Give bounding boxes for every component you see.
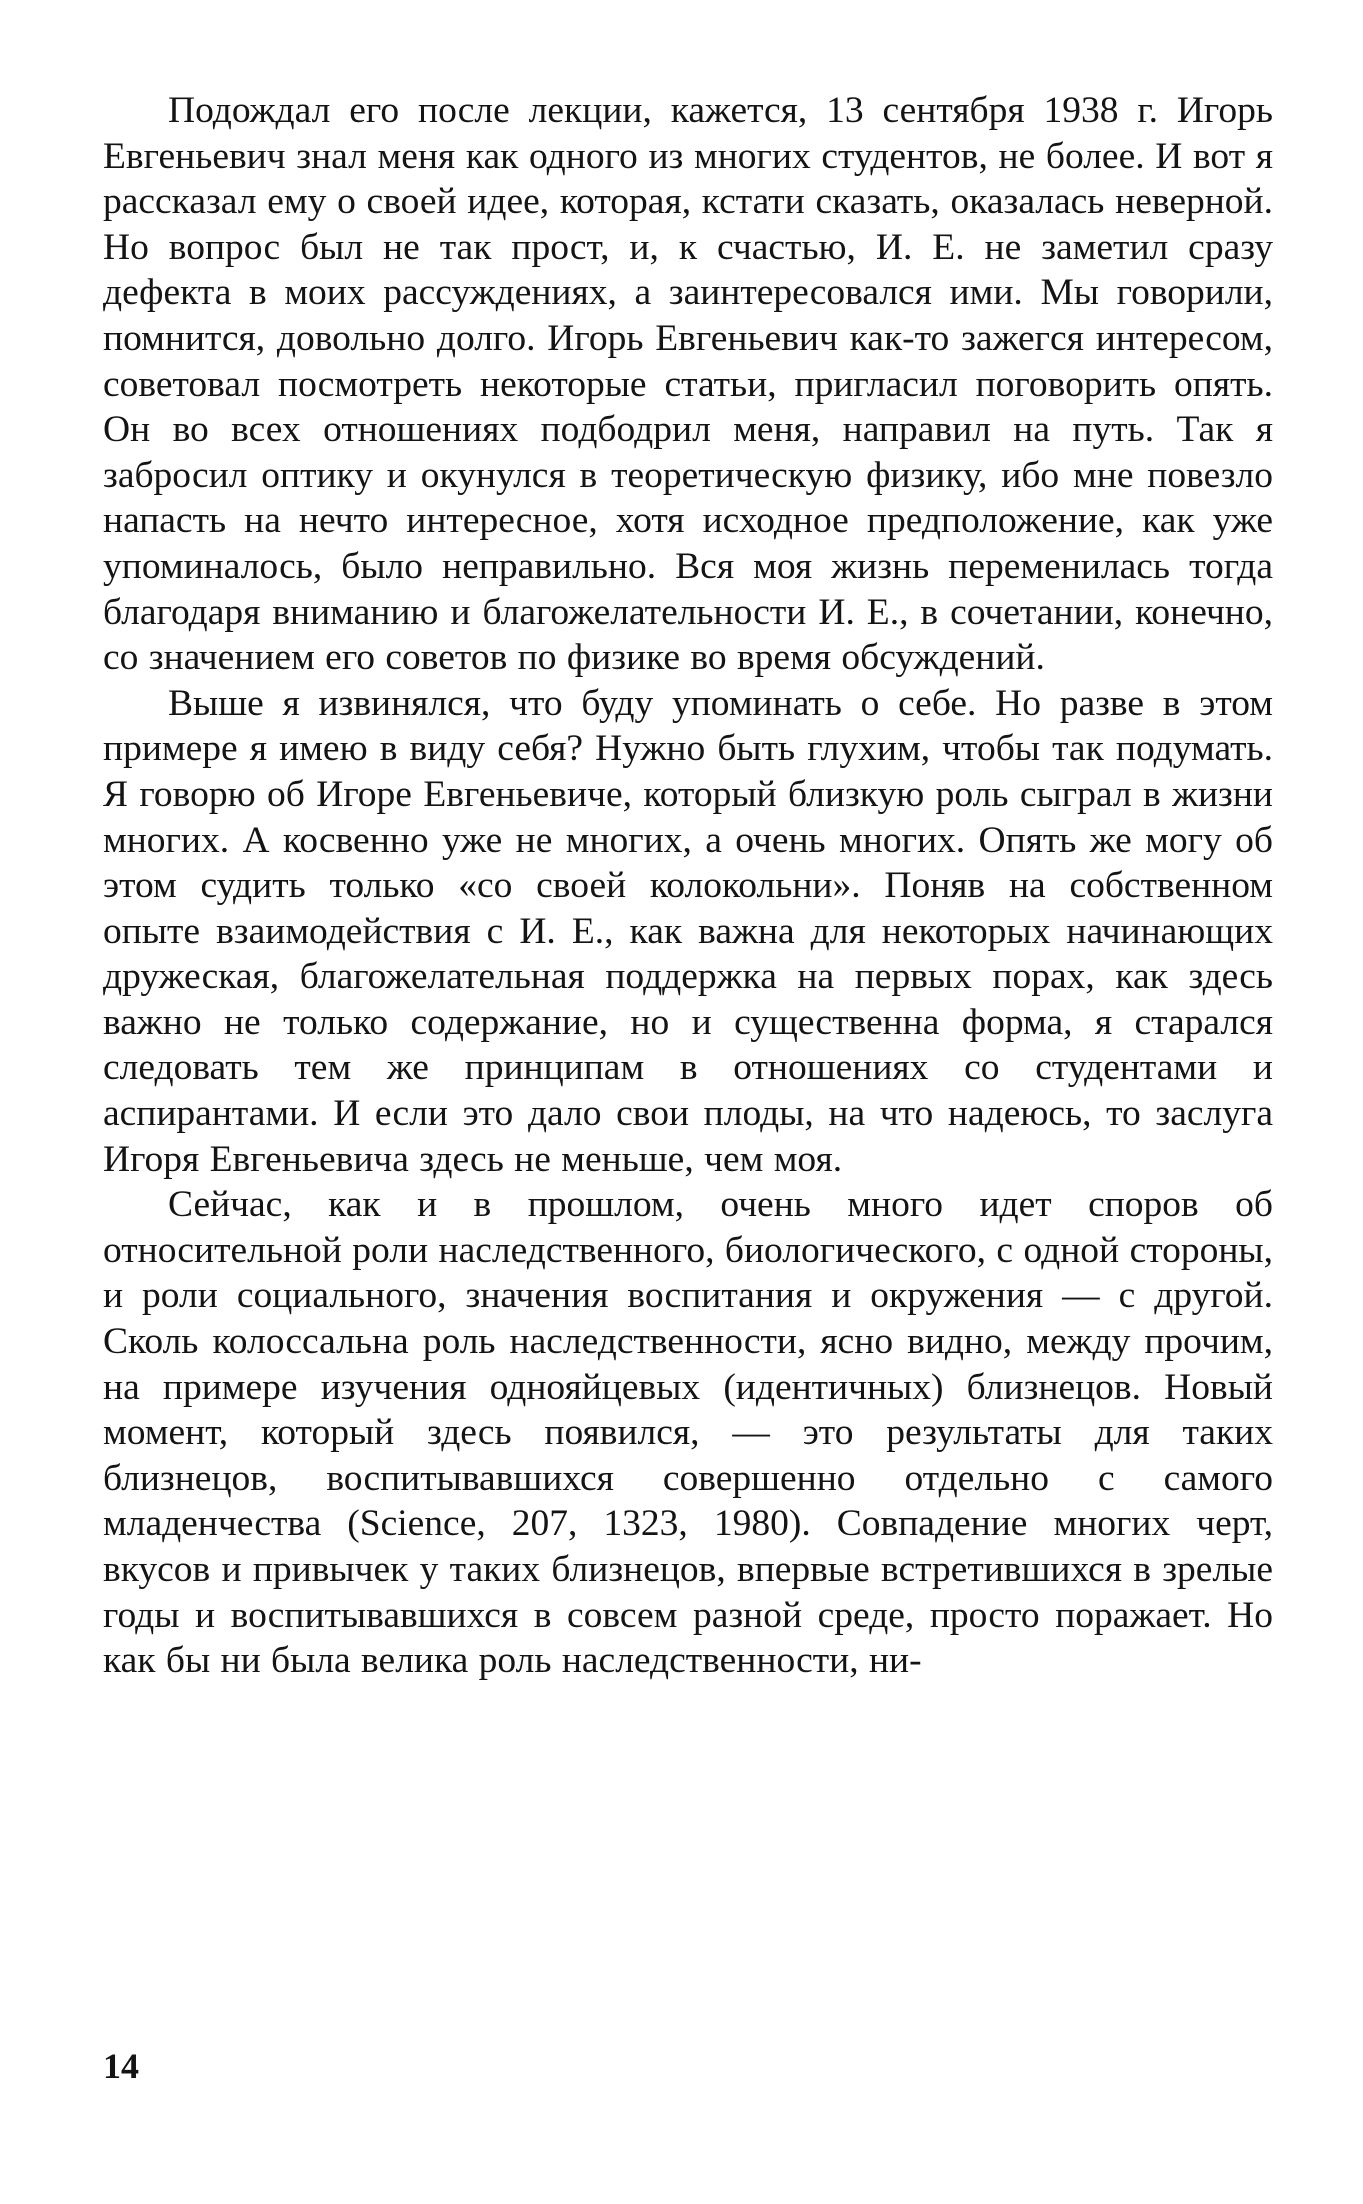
paragraph-3: Сейчас, как и в прошлом, очень много идет споров об относительной роли наследственного, биологического, с одной стороны, и роли социального, значения воспитания и окружения — с другой. Сколь колоссальна роль наследственности, ясно видно, между прочим, на примере изучения однояйцевых (идентичных) близнецов. Новый момент, который здесь появился, — это результаты для таких близнецов, воспитывавшихся совершенно отдельно с самого младенчества (Science, 207, 1323, 1980). Совпадение многих черт, вкусов и привычек у таких близнецов, впервые встретившихся в зрелые годы и воспитывавшихся в совсем разной среде, просто поражает. Но как бы ни была велика роль наследственности, ни- (103, 1184, 1273, 1682)
page-body (103, 88, 1273, 1684)
paragraph-1: Подождал его после лекции, кажется, 13 сентября 1938 г. Игорь Евгеньевич знал меня как одного из многих студентов, не более. И вот я рассказал ему о своей идее, которая, кстати сказать, оказалась неверной. Но вопрос был не так прост, и, к счастью, И. Е. не заметил сразу дефекта в моих рассуждениях, а заинтересовался ими. Мы говорили, помнится, довольно долго. Игорь Евгеньевич как-то зажегся интересом, советовал посмотреть некоторые статьи, пригласил поговорить опять. Он во всех отношениях подбодрил меня, направил на путь. Так я забросил оптику и окунулся в теоретическую физику, ибо мне повезло напасть на нечто интересное, хотя исходное предположение, как уже упоминалось, было неправильно. Вся моя жизнь переменилась тогда благодаря вниманию и благожелательности И. Е., в сочетании, конечно, со значением его советов по физике во время обсуждений. (103, 90, 1273, 679)
paragraph-2: Выше я извинялся, что буду упоминать о себе. Но разве в этом примере я имею в виду себя? Нужно быть глухим, чтобы так подумать. Я говорю об Игоре Евгеньевиче, который близкую роль сыграл в жизни многих. А косвенно уже не многих, а очень многих. Опять же могу об этом судить только «со своей колокольни». Поняв на собственном опыте взаимодействия с И. Е., как важна для некоторых начинающих дружеская, благожелательная поддержка на первых порах, как здесь важно не только содержание, но и существенна форма, я старался следовать тем же принципам в отношениях со студентами и аспирантами. И если это дало свои плоды, на что надеюсь, то заслуга Игоря Евгеньевича здесь не меньше, чем моя. (103, 682, 1273, 1180)
page-number: 14 (103, 2046, 139, 2086)
